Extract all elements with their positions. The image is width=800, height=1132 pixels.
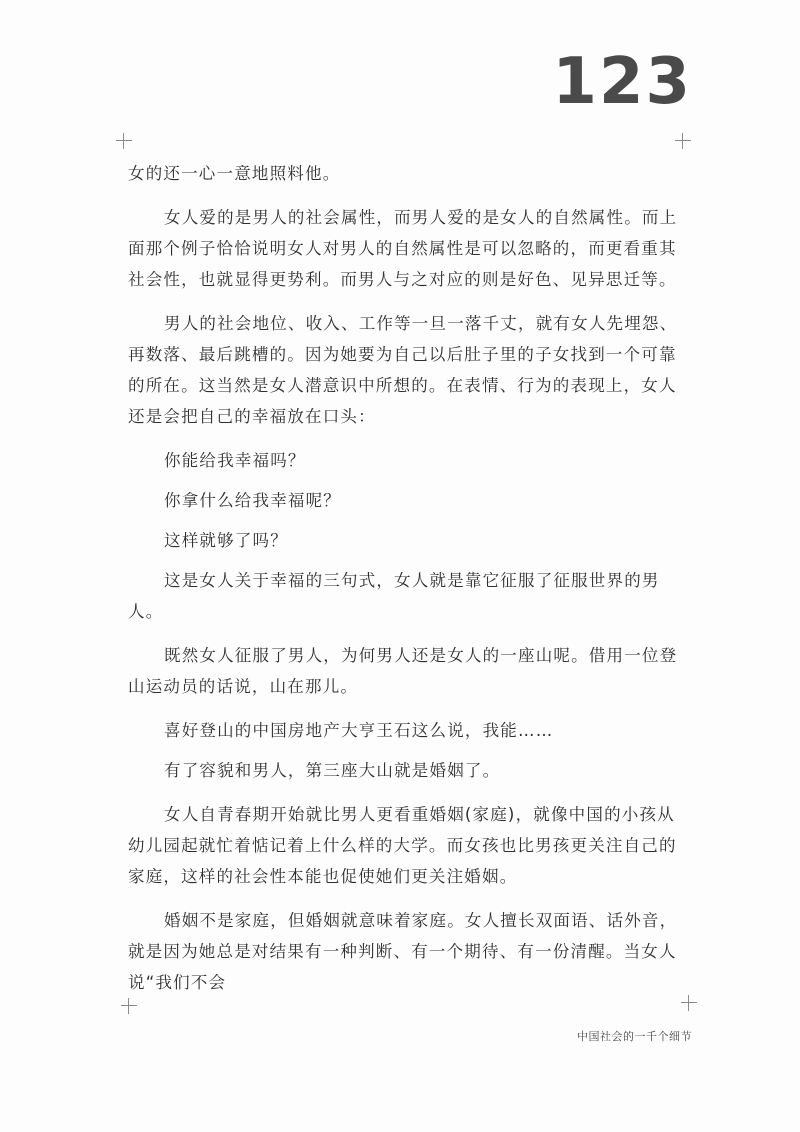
paragraph: 你能给我幸福吗？ — [164, 451, 306, 470]
crop-mark-top-left — [116, 133, 132, 149]
body-text — [128, 158, 688, 1011]
paragraph: 女人自青春期开始就比男人更看重婚姻(家庭)，就像中国的小孩从幼儿园起就忙着惦记着上什么样的大学。而女孩也比男孩更关注自己的家庭，这样的社会性本能也促使她们更关注婚姻。 — [128, 805, 677, 886]
paragraph: 男人的社会地位、收入、工作等一旦一落千丈，就有女人先埋怨、再数落、最后跳槽的。因为她要为自己以后肚子里的子女找到一个可靠的所在。这当然是女人潜意识中所想的。在表情、行为的表现上，女人还是会把自己的幸福放在口头： — [128, 314, 678, 426]
paragraph: 你拿什么给我幸福呢？ — [164, 491, 341, 510]
page-number: 123 — [552, 45, 692, 119]
paragraph: 这样就够了吗？ — [164, 531, 288, 550]
crop-mark-top-right — [675, 133, 691, 149]
paragraph: 喜好登山的中国房地产大亨王石这么说，我能…… — [164, 721, 554, 740]
paragraph: 有了容貌和男人，第三座大山就是婚姻了。 — [164, 761, 501, 780]
paragraph: 婚姻不是家庭，但婚姻就意味着家庭。女人擅长双面语、话外音，就是因为她总是对结果有一种判断、有一个期待、有一份清醒。当女人说“我们不会 — [128, 911, 678, 992]
running-footer: 中国社会的一千个细节 — [577, 1030, 692, 1043]
paragraph: 这是女人关于幸福的三句式，女人就是靠它征服了征服世界的男人。 — [128, 571, 660, 621]
paragraph: 女人爱的是男人的社会属性，而男人爱的是女人的自然属性。而上面那个例子恰恰说明女人对男人的自然属性是可以忽略的，而更看重其社会性，也就显得更势利。而男人与之对应的则是好色、见异思迁等。 — [128, 208, 678, 289]
paragraph: 既然女人征服了男人，为何男人还是女人的一座山呢。借用一位登山运动员的话说，山在那儿。 — [128, 646, 678, 696]
paragraph: 女的还一心一意地照料他。 — [128, 164, 341, 183]
